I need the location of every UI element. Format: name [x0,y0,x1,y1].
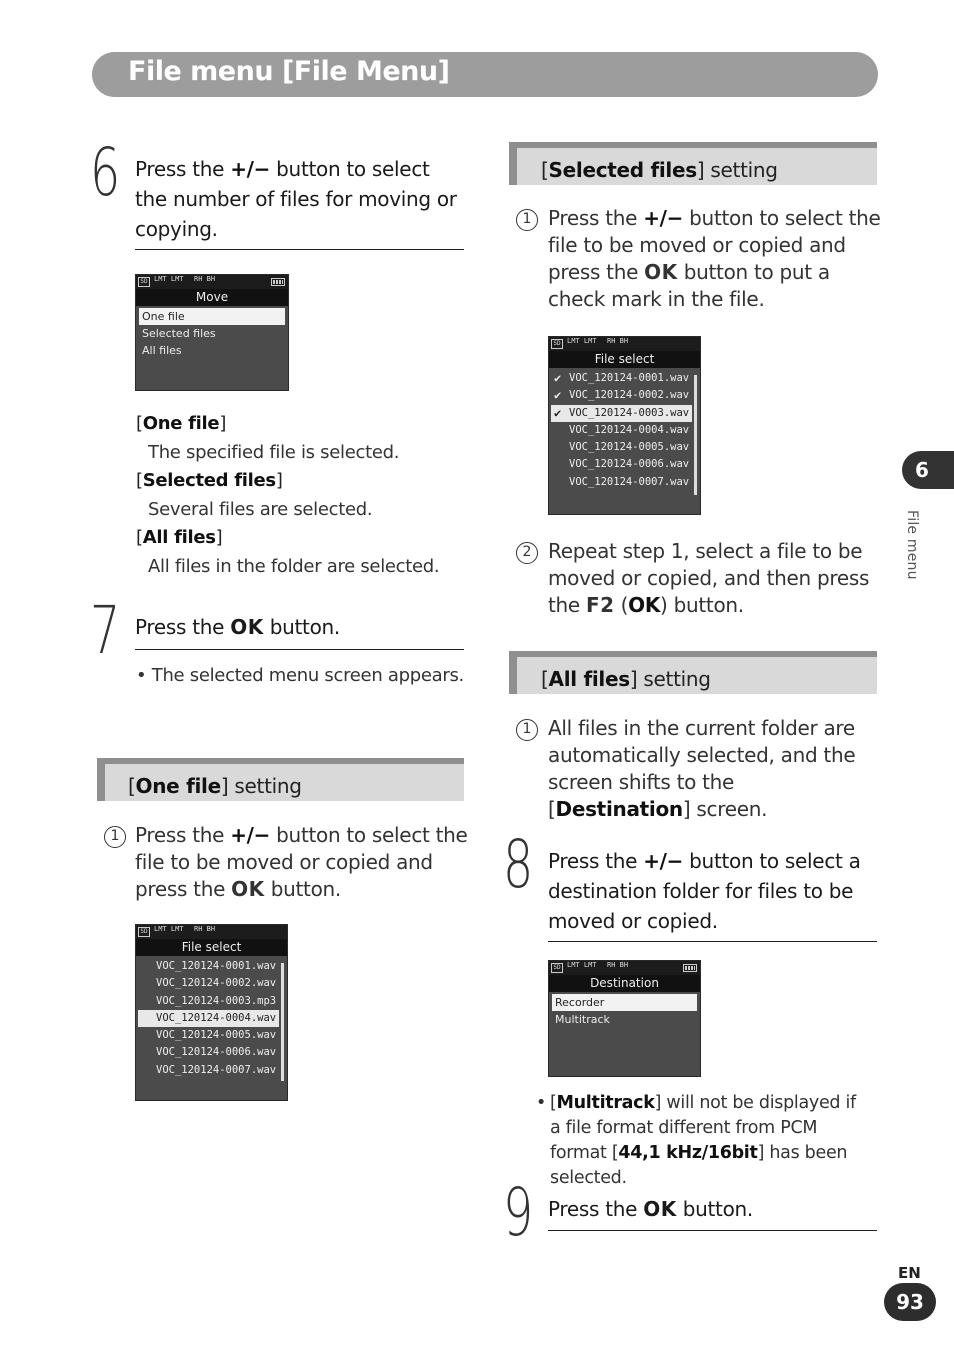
selected-files-instr-mid: button to select the file to be moved or copied and press the [548,206,881,284]
ok-button-label: OK [644,260,678,284]
menu-item-selected-files: Selected files [142,327,216,340]
one-file-instr-pre: Press the [135,823,231,847]
all-files-section-title: [All files] setting [541,667,711,691]
status-limit-icons: LMT LMT [154,925,184,933]
note-bullet: • [536,1093,547,1113]
all-files-instr-pre: All files in the current folder are automatically selected, and the screen shifts to the [ [548,716,856,821]
option-one-file-title: [One file] [136,413,227,434]
section-header-accent [509,657,517,694]
screen-status-bar [549,337,700,351]
option-all-files-desc: All files in the folder are selected. [148,556,440,577]
status-rec-icons: RH BH [607,961,629,969]
sd-icon: SD [551,963,563,973]
step-circle-1: 1 [516,719,538,741]
check-icon: ✔ [554,371,562,385]
one-file-instr-post: button. [264,877,341,901]
file-select-screen-selected-files [548,336,701,515]
screen-title: File select [136,939,287,956]
file-list-item: VOC_120124-0007.wav [569,475,690,488]
plus-minus-button-label: +/− [643,206,684,230]
page-number: 93 [884,1283,936,1321]
screen-title: File select [549,351,700,368]
selected-files-section-name: Selected files [548,158,697,182]
check-icon: ✔ [554,388,562,403]
step-9-post: button. [676,1197,753,1221]
step-7-post: button. [263,615,340,639]
move-screen [135,274,289,391]
file-list-item: VOC_120124-0003.mp3 [156,994,277,1007]
selected-files-instr2-mid: ( [614,593,629,617]
selected-files-section-title: [Selected files] setting [541,158,778,182]
status-rec-icons: RH BH [194,925,216,933]
note-format: 44,1 kHz/16bit [618,1143,758,1163]
option-one-file-desc: The specified file is selected. [148,442,400,463]
option-selected-files-title: [Selected files] [136,470,283,491]
status-limit-icons: LMT LMT [154,275,184,283]
destination-screen [548,960,701,1077]
step-7-number: 7 [90,592,121,669]
step-8-number: 8 [503,826,534,903]
ok-button-label: OK [643,1197,677,1221]
selected-files-instr2-pre: Repeat step 1, select a file to be moved or copied, and then press the [548,539,870,617]
step-6-post: button to select the number of files for moving or copying. [135,157,457,241]
menu-item-multitrack: Multitrack [555,1013,610,1026]
step-6-pre: Press the [135,157,231,181]
step-6-text [135,154,465,244]
check-icon: ✔ [554,405,562,420]
file-list-item: VOC_120124-0005.wav [156,1029,277,1042]
file-list-item: VOC_120124-0006.wav [569,458,690,471]
screen-title: Move [136,289,288,306]
all-files-instr-post: ] screen. [682,797,768,821]
file-name: VOC_120124-0001.wav [569,372,690,384]
sd-icon: SD [138,277,150,287]
step-8-post: button to select a destination folder for files to be moved or copied. [548,849,861,933]
step-7-pre: Press the [135,615,231,639]
plus-minus-button-label: +/− [643,849,684,873]
one-file-section-suffix: ] setting [220,774,302,798]
selected-files-instr-pre: Press the [548,206,644,230]
one-file-section-header [97,758,464,801]
file-list-item-selected [551,405,692,422]
status-limit-icons: LMT LMT [567,337,597,345]
file-list-item-checked [549,370,700,387]
file-list-item: VOC_120124-0005.wav [569,441,690,454]
screen-status-bar [136,925,287,939]
selected-files-instr2-post: ) button. [660,593,744,617]
all-files-section-name: All files [548,667,630,691]
menu-item-all-files: All files [142,344,182,357]
status-limit-icons: LMT LMT [567,961,597,969]
file-name: VOC_120124-0002.wav [569,389,690,402]
one-file-section-name: One file [135,774,221,798]
chapter-side-label: File menu [904,510,920,580]
option-all-files-title: [All files] [136,527,223,548]
file-list-item: VOC_120124-0001.wav [156,960,277,972]
step-6-rule [135,249,464,250]
language-label: EN [898,1264,921,1282]
step-8-rule [548,941,877,942]
option-list [136,410,466,580]
battery-icon [271,278,285,286]
note-mid: ] will not be displayed if a file format different from PCM format [ [550,1093,856,1163]
status-rec-icons: RH BH [194,275,216,283]
screen-scrollbar [281,963,284,1081]
selected-files-instruction-1 [548,205,883,313]
ok-button-label: OK [231,877,265,901]
step-9-rule [548,1230,877,1231]
menu-item-one-file: One file [139,308,285,325]
option-selected-files-desc: Several files are selected. [148,499,373,520]
one-file-section-title: [One file] setting [128,774,302,798]
menu-item-recorder: Recorder [552,994,697,1011]
option-selected-files-name: Selected files [142,470,276,491]
file-list-item: VOC_120124-0002.wav [156,977,277,990]
multitrack-note [536,1091,866,1191]
file-list-item-checked [549,387,700,404]
all-files-instruction [548,715,878,823]
file-name: VOC_120124-0003.wav [569,406,690,419]
file-list-item: VOC_120124-0004.wav [569,423,690,436]
note-pre: [ [550,1093,557,1113]
step-circle-2: 2 [516,542,538,564]
file-list-item-selected: VOC_120124-0004.wav [138,1010,279,1027]
screen-status-bar [136,275,288,289]
step-7-text [135,612,465,642]
file-select-screen-one-file [135,924,288,1101]
step-6-number: 6 [90,134,121,211]
status-rec-icons: RH BH [607,337,629,345]
selected-files-instruction-2 [548,538,878,619]
note-multitrack: Multitrack [556,1093,655,1113]
option-all-files-name: All files [142,527,216,548]
screen-status-bar [549,961,700,975]
note-post: ] has been selected. [550,1143,848,1188]
all-files-section-header [509,651,877,694]
screen-title: Destination [549,975,700,992]
sd-icon: SD [551,339,563,349]
file-list-item: VOC_120124-0007.wav [156,1063,277,1076]
selected-files-section-header [509,142,877,185]
destination-label: Destination [555,797,683,821]
plus-minus-button-label: +/− [230,823,271,847]
one-file-instr-mid: button to select the file to be moved or copied and press the [135,823,468,901]
step-8-pre: Press the [548,849,644,873]
step-9-number: 9 [503,1174,534,1251]
one-file-instruction [135,822,470,903]
step-9-pre: Press the [548,1197,644,1221]
f2-button-label: F2 [585,593,615,617]
section-header-accent [509,148,517,185]
section-header-accent [97,764,105,801]
selected-files-instr-post: button to put a check mark in the file. [548,260,830,311]
plus-minus-button-label: +/− [230,157,271,181]
page-title: File menu [File Menu] [128,56,450,87]
sd-icon: SD [138,927,150,937]
step-7-bullet: • The selected menu screen appears. [136,665,464,686]
note-text [536,1091,866,1191]
file-list-item: VOC_120124-0006.wav [156,1046,277,1059]
selected-files-section-suffix: ] setting [696,158,778,182]
step-circle-1: 1 [516,209,538,231]
screen-scrollbar [694,375,697,495]
all-files-section-suffix: ] setting [629,667,711,691]
ok-button-label: OK [230,615,264,639]
step-7-rule [135,649,464,650]
battery-icon [683,964,697,972]
ok-button-label: OK [628,593,661,617]
option-one-file-name: One file [142,413,220,434]
step-7-bullet-text: The selected menu screen appears. [151,665,464,686]
step-circle-1: 1 [104,826,126,848]
step-8-text [548,846,878,936]
chapter-tab: 6 [902,451,954,489]
step-9-text [548,1194,878,1224]
